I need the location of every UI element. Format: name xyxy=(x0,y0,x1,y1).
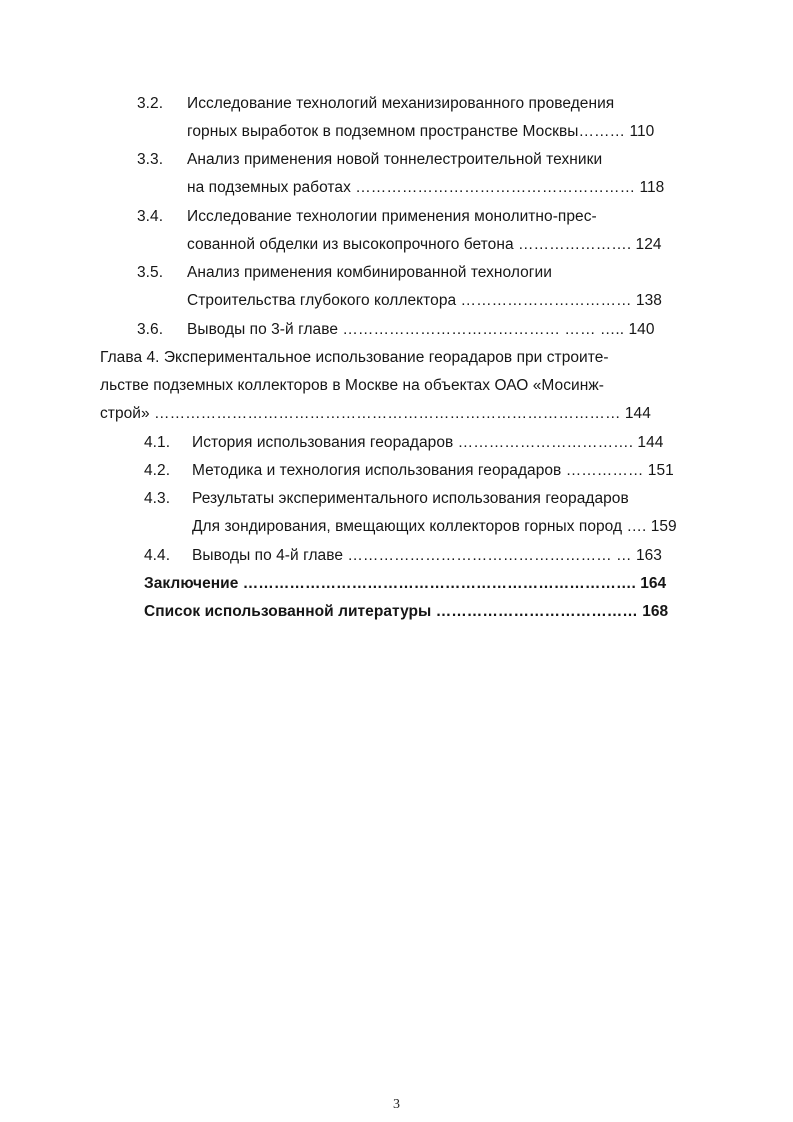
toc-entry-3-5-line-1: Анализ применения комбинированной технологии xyxy=(187,264,552,281)
page-number: 3 xyxy=(392,1097,401,1112)
toc-number-4-3: 4.3. xyxy=(144,490,171,507)
toc-chapter-4-line-1: Глава 4. Экспериментальное использование георадаров при строите- xyxy=(100,349,609,366)
toc-number-4-4: 4.4. xyxy=(144,547,171,564)
toc-number-3-4: 3.4. xyxy=(137,208,164,225)
toc-entry-3-2-line-1: Исследование технологий механизированного проведения xyxy=(187,95,615,112)
toc-entry-3-3-line-1: Анализ применения новой тоннелестроительной техники xyxy=(187,151,603,168)
toc-number-3-2: 3.2. xyxy=(137,95,164,112)
toc-references: Список использованной литературы ………………………………… 168 xyxy=(144,603,669,620)
toc-entry-4-3-line-1: Результаты экспериментального использования георадаров xyxy=(192,490,629,507)
toc-entry-4-1: История использования георадаров ……………………………. 144 xyxy=(192,434,664,451)
toc-number-3-5: 3.5. xyxy=(137,264,164,281)
toc-number-3-3: 3.3. xyxy=(137,151,164,168)
toc-conclusion: Заключение …………………………………………………………………. 164 xyxy=(144,575,667,592)
toc-entry-3-5-line-2: Строительства глубокого коллектора …………………………… 138 xyxy=(187,292,662,309)
toc-entry-3-3-line-2: на подземных работах ……………………………………………… 118 xyxy=(187,179,665,196)
toc-entry-3-4-line-2: сованной обделки из высокопрочного бетона …………………. 124 xyxy=(187,236,662,253)
toc-number-4-2: 4.2. xyxy=(144,462,171,479)
toc-entry-4-4: Выводы по 4-й главе …………………………………………… … 163 xyxy=(192,547,662,564)
toc-entry-4-2: Методика и технология использования георадаров …………… 151 xyxy=(192,462,674,479)
toc-entry-3-4-line-1: Исследование технологии применения монолитно-прес- xyxy=(187,208,597,225)
toc-number-4-1: 4.1. xyxy=(144,434,171,451)
toc-chapter-4-line-2: льстве подземных коллекторов в Москве на объектах ОАО «Мосинж- xyxy=(100,377,604,394)
toc-chapter-4-line-3: строй» ……………………………………………………………………………… 144 xyxy=(100,405,651,422)
toc-entry-3-2-line-2: горных выработок в подземном пространстве Москвы……… 110 xyxy=(187,123,655,140)
toc-entry-3-6: Выводы по 3-й главе …………………………………… …… ….. 140 xyxy=(187,321,655,338)
toc-entry-4-3-line-2: Для зондирования, вмещающих коллекторов горных пород …. 159 xyxy=(192,518,677,535)
toc-number-3-6: 3.6. xyxy=(137,321,164,338)
